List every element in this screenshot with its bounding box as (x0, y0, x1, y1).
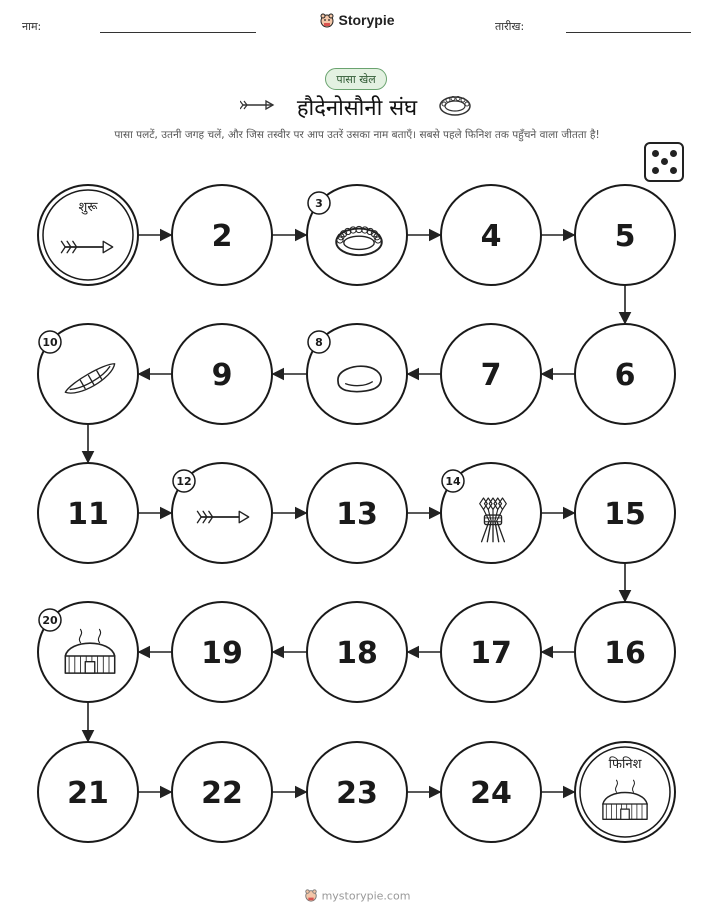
cell-number: 10 (42, 336, 58, 349)
board-cell-22[interactable] (172, 742, 272, 842)
board-cell-15[interactable] (575, 463, 675, 563)
cell-number: 2 (211, 219, 233, 254)
finish-label: फिनिश (608, 757, 642, 772)
cell-number: 14 (445, 475, 461, 488)
board-cell-21[interactable] (38, 742, 138, 842)
cell-number: 7 (480, 358, 502, 393)
board-cell-1[interactable] (38, 185, 138, 285)
cell-number: 11 (67, 497, 109, 532)
cell-number: 6 (614, 358, 636, 393)
cell-number-badge (308, 331, 330, 353)
board-cell-20[interactable] (38, 602, 138, 702)
cell-number: 22 (201, 776, 243, 811)
brand-name: Storypie (338, 12, 395, 29)
game-type-badge: पासा खेल (325, 68, 387, 90)
name-label: नाम: (22, 20, 42, 33)
board-cell-17[interactable] (441, 602, 541, 702)
cell-number: 23 (336, 776, 378, 811)
cell-number: 8 (315, 336, 323, 349)
board-cells (38, 185, 675, 842)
cell-number-badge (173, 470, 195, 492)
cell-number: 9 (211, 358, 233, 393)
cell-number: 16 (604, 636, 646, 671)
board-cell-16[interactable] (575, 602, 675, 702)
cell-number-badge (442, 470, 464, 492)
board-cell-12[interactable] (172, 463, 272, 563)
board-cell-9[interactable] (172, 324, 272, 424)
page-title: हौदेनोसौनी संघ (296, 96, 418, 121)
cell-number: 3 (315, 197, 323, 210)
board-cell-13[interactable] (307, 463, 407, 563)
cell-number: 5 (614, 219, 636, 254)
footer (0, 888, 714, 905)
date-label: तारीख: (495, 20, 525, 33)
board-cell-14[interactable] (441, 463, 541, 563)
board-cell-6[interactable] (575, 324, 675, 424)
cell-number: 18 (336, 636, 378, 671)
cell-number: 13 (336, 497, 378, 532)
cell-number: 15 (604, 497, 646, 532)
storypie-logo-icon (304, 888, 318, 905)
board-cell-24[interactable] (441, 742, 541, 842)
cell-number: 4 (480, 219, 502, 254)
board-cell-5[interactable] (575, 185, 675, 285)
board-cell-10[interactable] (38, 324, 138, 424)
board-cell-23[interactable] (307, 742, 407, 842)
cell-number: 21 (67, 776, 109, 811)
cell-number-badge (308, 192, 330, 214)
footer-url[interactable]: mystorypie.com (321, 889, 411, 903)
cell-number: 19 (201, 636, 243, 671)
board-cell-8[interactable] (307, 324, 407, 424)
board-cell-4[interactable] (441, 185, 541, 285)
cell-number: 24 (470, 776, 512, 811)
cell-number-badge (39, 331, 61, 353)
cell-number: 17 (470, 636, 512, 671)
board-cell-18[interactable] (307, 602, 407, 702)
board-cell-2[interactable] (172, 185, 272, 285)
cell-number-badge (39, 609, 61, 631)
cell-number: 12 (176, 475, 192, 488)
board-cell-7[interactable] (441, 324, 541, 424)
start-label: शुरू (78, 200, 98, 215)
board-cell-25[interactable] (575, 742, 675, 842)
board-cell-11[interactable] (38, 463, 138, 563)
cell-number: 20 (42, 614, 58, 627)
board-cell-3[interactable] (307, 185, 407, 285)
instructions: पासा पलटें, उतनी जगह चलें, और जिस तस्वीर पर आप उतरें उसका नाम बताएँ। सबसे पहले फिनिश तक पहुँचने वाला जीतता है! (114, 129, 600, 141)
board-cell-19[interactable] (172, 602, 272, 702)
